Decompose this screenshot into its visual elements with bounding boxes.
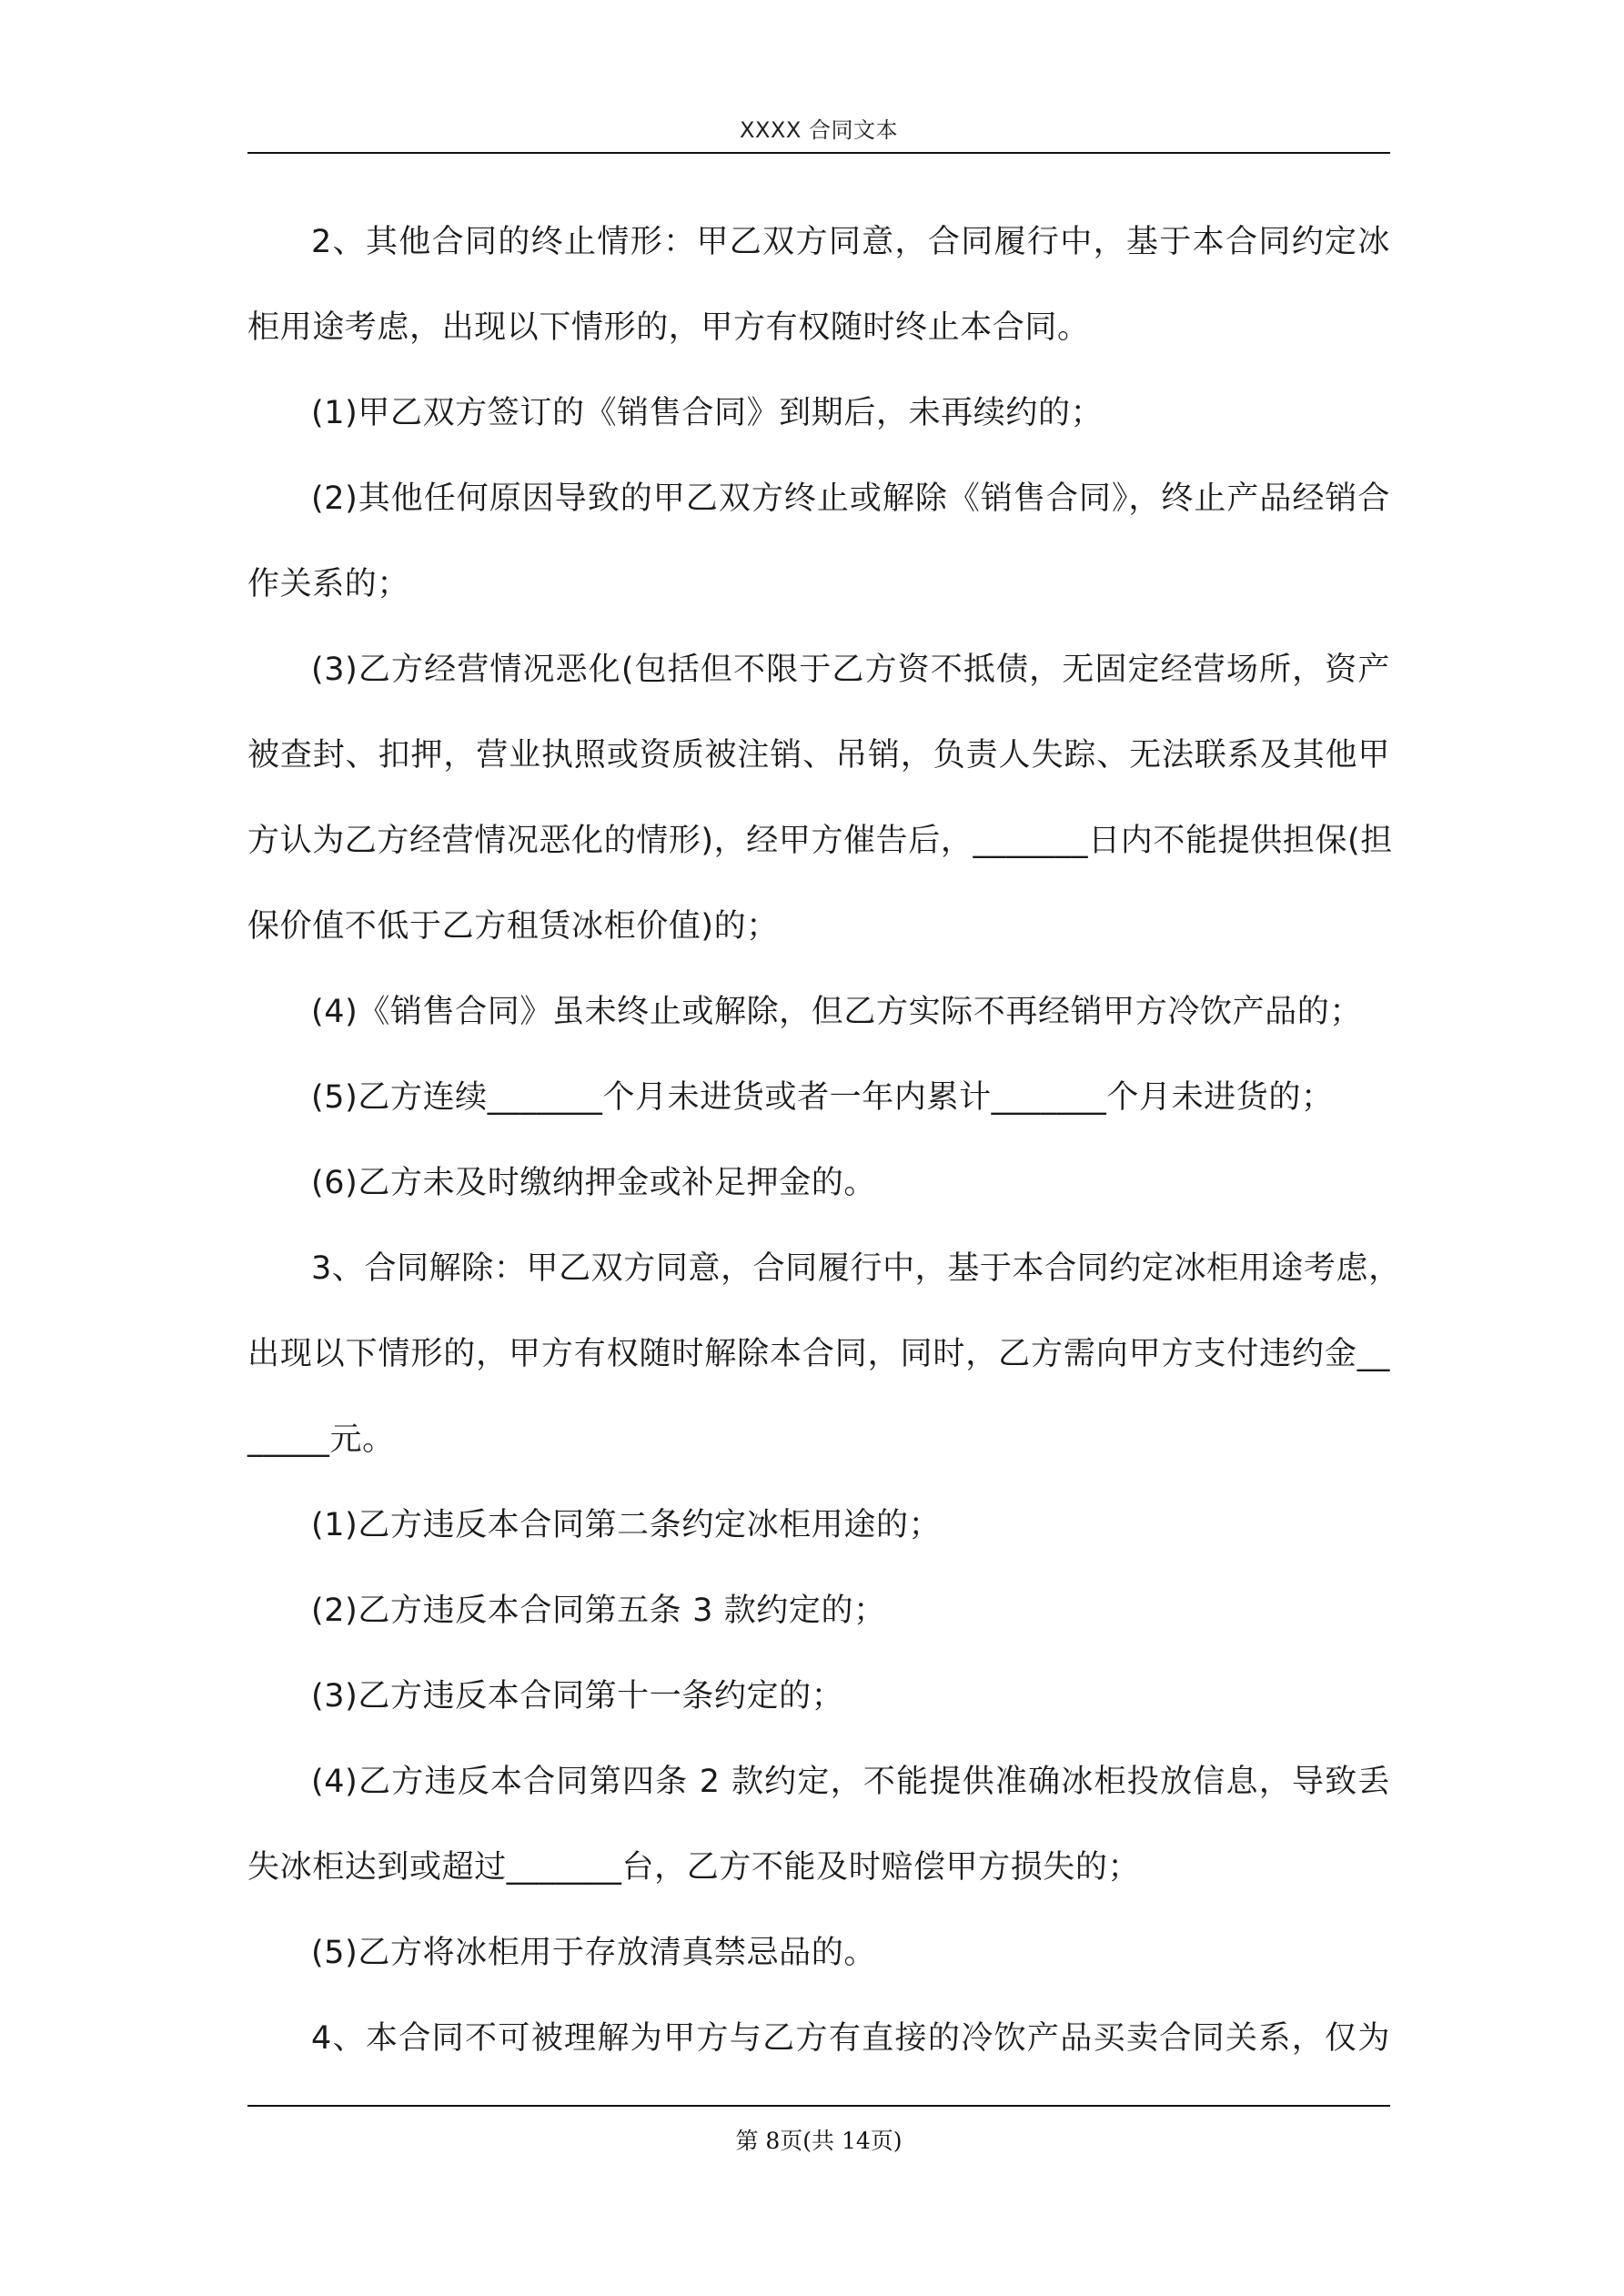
text-line: (3)乙方经营情况恶化(包括但不限于乙方资不抵债，无固定经营场所，资产	[311, 652, 1390, 688]
text-line: (4)乙方违反本合同第四条 2 款约定，不能提供准确冰柜投放信息，导致丢	[311, 1764, 1390, 1800]
text-line: (2)其他任何原因导致的甲乙双方终止或解除《销售合同》，终止产品经销合	[311, 480, 1390, 517]
header-rule	[247, 152, 1390, 154]
document-body	[247, 215, 1401, 2097]
text-line: (3)乙方违反本合同第十一条约定的；	[311, 1678, 844, 1714]
text-line: 失冰柜达到或超过_______台，乙方不能及时赔偿甲方损失的；	[247, 1849, 1141, 1886]
text-line: 出现以下情形的，甲方有权随时解除本合同，同时，乙方需向甲方支付违约金__	[247, 1336, 1390, 1372]
text-line: 柜用途考虑，出现以下情形的，甲方有权随时终止本合同。	[247, 309, 1090, 346]
text-line: 被查封、扣押，营业执照或资质被注销、吊销，负责人失踪、无法联系及其他甲	[247, 737, 1390, 774]
text-line: (5)乙方将冰柜用于存放清真禁忌品的。	[311, 1935, 876, 1971]
text-line: 作关系的；	[247, 566, 410, 602]
text-line: (1)乙方违反本合同第二条约定冰柜用途的；	[311, 1507, 942, 1543]
text-line: 4、本合同不可被理解为甲方与乙方有直接的冷饮产品买卖合同关系，仅为	[311, 2020, 1390, 2057]
text-line: (2)乙方违反本合同第五条 3 款约定的；	[311, 1593, 886, 1629]
text-line: (1)甲乙双方签订的《销售合同》到期后，未再续约的；	[311, 395, 1104, 431]
text-line: (6)乙方未及时缴纳押金或补足押金的。	[311, 1165, 876, 1201]
text-line: (5)乙方连续_______个月未进货或者一年内累计_______个月未进货的；	[311, 1079, 1334, 1116]
text-line: 方认为乙方经营情况恶化的情形)，经甲方催告后，_______日内不能提供担保(担	[247, 823, 1393, 859]
text-line: 2、其他合同的终止情形：甲乙双方同意，合同履行中，基于本合同约定冰	[311, 224, 1390, 260]
header-title: XXXX 合同文本	[740, 117, 898, 143]
footer-rule	[247, 2105, 1390, 2107]
text-line: 保价值不低于乙方租赁冰柜价值)的；	[247, 908, 779, 945]
text-line: 3、合同解除：甲乙双方同意，合同履行中，基于本合同约定冰柜用途考虑，	[311, 1250, 1401, 1287]
text-line: (4)《销售合同》虽未终止或解除，但乙方实际不再经销甲方冷饮产品的；	[311, 994, 1362, 1030]
text-line: _____元。	[247, 1421, 395, 1458]
page-number: 第 8页(共 14页)	[735, 2128, 903, 2154]
